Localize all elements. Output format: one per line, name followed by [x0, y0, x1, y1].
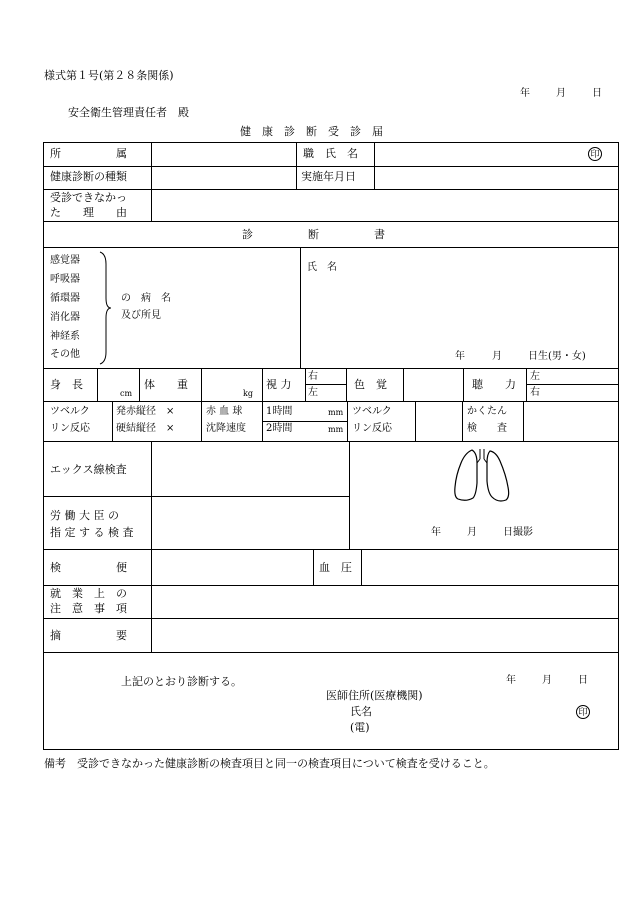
height-unit: cm — [120, 389, 133, 398]
doctor-name-label: 氏名 — [350, 705, 372, 718]
seal-mark-upper: 印 — [588, 147, 602, 161]
hearing-right: 右 — [530, 387, 540, 398]
addressee: 安全衛生管理責任者 殿 — [68, 106, 189, 119]
photo-suffix: 日撮影 — [503, 527, 533, 538]
phone-label: (電) — [350, 721, 370, 734]
cert-day: 日 — [578, 675, 588, 686]
vision-left: 左 — [308, 387, 318, 398]
sputum-label-1: かくたん — [467, 406, 507, 417]
birth-month: 月 — [492, 351, 502, 362]
esr-hour1: 1時間 — [266, 406, 293, 417]
brace-icon — [98, 250, 112, 366]
exam-date-label: 実施年月日 — [301, 170, 356, 183]
lungs-icon — [450, 447, 520, 505]
stool-label: 検 便 — [50, 561, 127, 574]
footer-note: 備考 受診できなかった健康診断の検査項目と同一の検査項目について検査を受けること。 — [44, 757, 495, 770]
header-year: 年 — [520, 88, 530, 99]
esr-label-2: 沈降速度 — [206, 423, 246, 434]
work-notes-label-1: 就 業 上 の — [50, 587, 127, 600]
organ-nervous: 神経系 — [50, 331, 80, 342]
form-number: 様式第１号(第２８条関係) — [44, 69, 174, 82]
name-label: 職 氏 名 — [303, 147, 358, 160]
height-label: 身 長 — [50, 378, 83, 391]
esr-hour1-unit: mm — [328, 408, 344, 417]
exam-type-label: 健康診断の種類 — [50, 170, 127, 183]
esr-hour2: 2時間 — [266, 423, 293, 434]
reason-label-1: 受診できなかっ — [50, 191, 127, 204]
weight-label: 体 重 — [144, 378, 188, 391]
color-vision-label: 色 覚 — [354, 378, 387, 391]
header-day: 日 — [592, 88, 602, 99]
certification-statement: 上記のとおり診断する。 — [121, 675, 242, 688]
induration-label: 硬結縦径 × — [116, 423, 175, 434]
cert-year: 年 — [506, 675, 516, 686]
hearing-left: 左 — [530, 371, 540, 382]
organ-digestive: 消化器 — [50, 312, 80, 323]
birth-suffix: 日生(男・女) — [528, 351, 586, 362]
esr-label-1: 赤 血 球 — [206, 406, 243, 417]
minister-label-2: 指 定 す る 検 査 — [50, 526, 134, 539]
tuberculin-label-1: ツベルク — [50, 406, 90, 417]
minister-label-1: 労 働 大 臣 の — [50, 509, 119, 522]
photo-month: 月 — [467, 527, 477, 538]
weight-unit: kg — [243, 389, 253, 398]
disease-label-1: の 病 名 — [121, 293, 171, 304]
patient-name-label: 氏 名 — [307, 262, 337, 273]
esr-hour2-unit: mm — [328, 425, 344, 434]
xray-label: エックス線検査 — [50, 463, 127, 476]
doctor-address-label: 医師住所(医療機関) — [326, 689, 423, 702]
tuberculin-label-2: リン反応 — [50, 423, 90, 434]
section-title: 診 断 書 — [242, 228, 385, 241]
summary-label: 摘 要 — [50, 629, 127, 642]
tuberculin-label-3: ツベルク — [352, 406, 392, 417]
seal-mark-doctor: 印 — [576, 705, 590, 719]
disease-label-2: 及び所見 — [121, 310, 161, 321]
header-month: 月 — [556, 88, 566, 99]
tuberculin-label-4: リン反応 — [352, 423, 392, 434]
blood-pressure-label: 血 圧 — [319, 561, 352, 574]
affiliation-label: 所 属 — [50, 147, 127, 160]
page-title: 健 康 診 断 受 診 届 — [240, 125, 383, 138]
work-notes-label-2: 注 意 事 項 — [50, 602, 127, 615]
hearing-label: 聴 力 — [472, 378, 516, 391]
reason-label-2: た 理 由 — [50, 206, 127, 219]
vision-right: 右 — [308, 371, 318, 382]
birth-year: 年 — [455, 351, 465, 362]
cert-month: 月 — [542, 675, 552, 686]
photo-year: 年 — [431, 527, 441, 538]
organ-circulatory: 循環器 — [50, 293, 80, 304]
organ-other: その他 — [50, 349, 80, 360]
vision-label: 視 力 — [266, 378, 292, 391]
redness-label: 発赤縦径 × — [116, 406, 175, 417]
sputum-label-2: 検 査 — [467, 423, 507, 434]
organ-respiratory: 呼吸器 — [50, 274, 80, 285]
organ-sensory: 感覚器 — [50, 255, 80, 266]
